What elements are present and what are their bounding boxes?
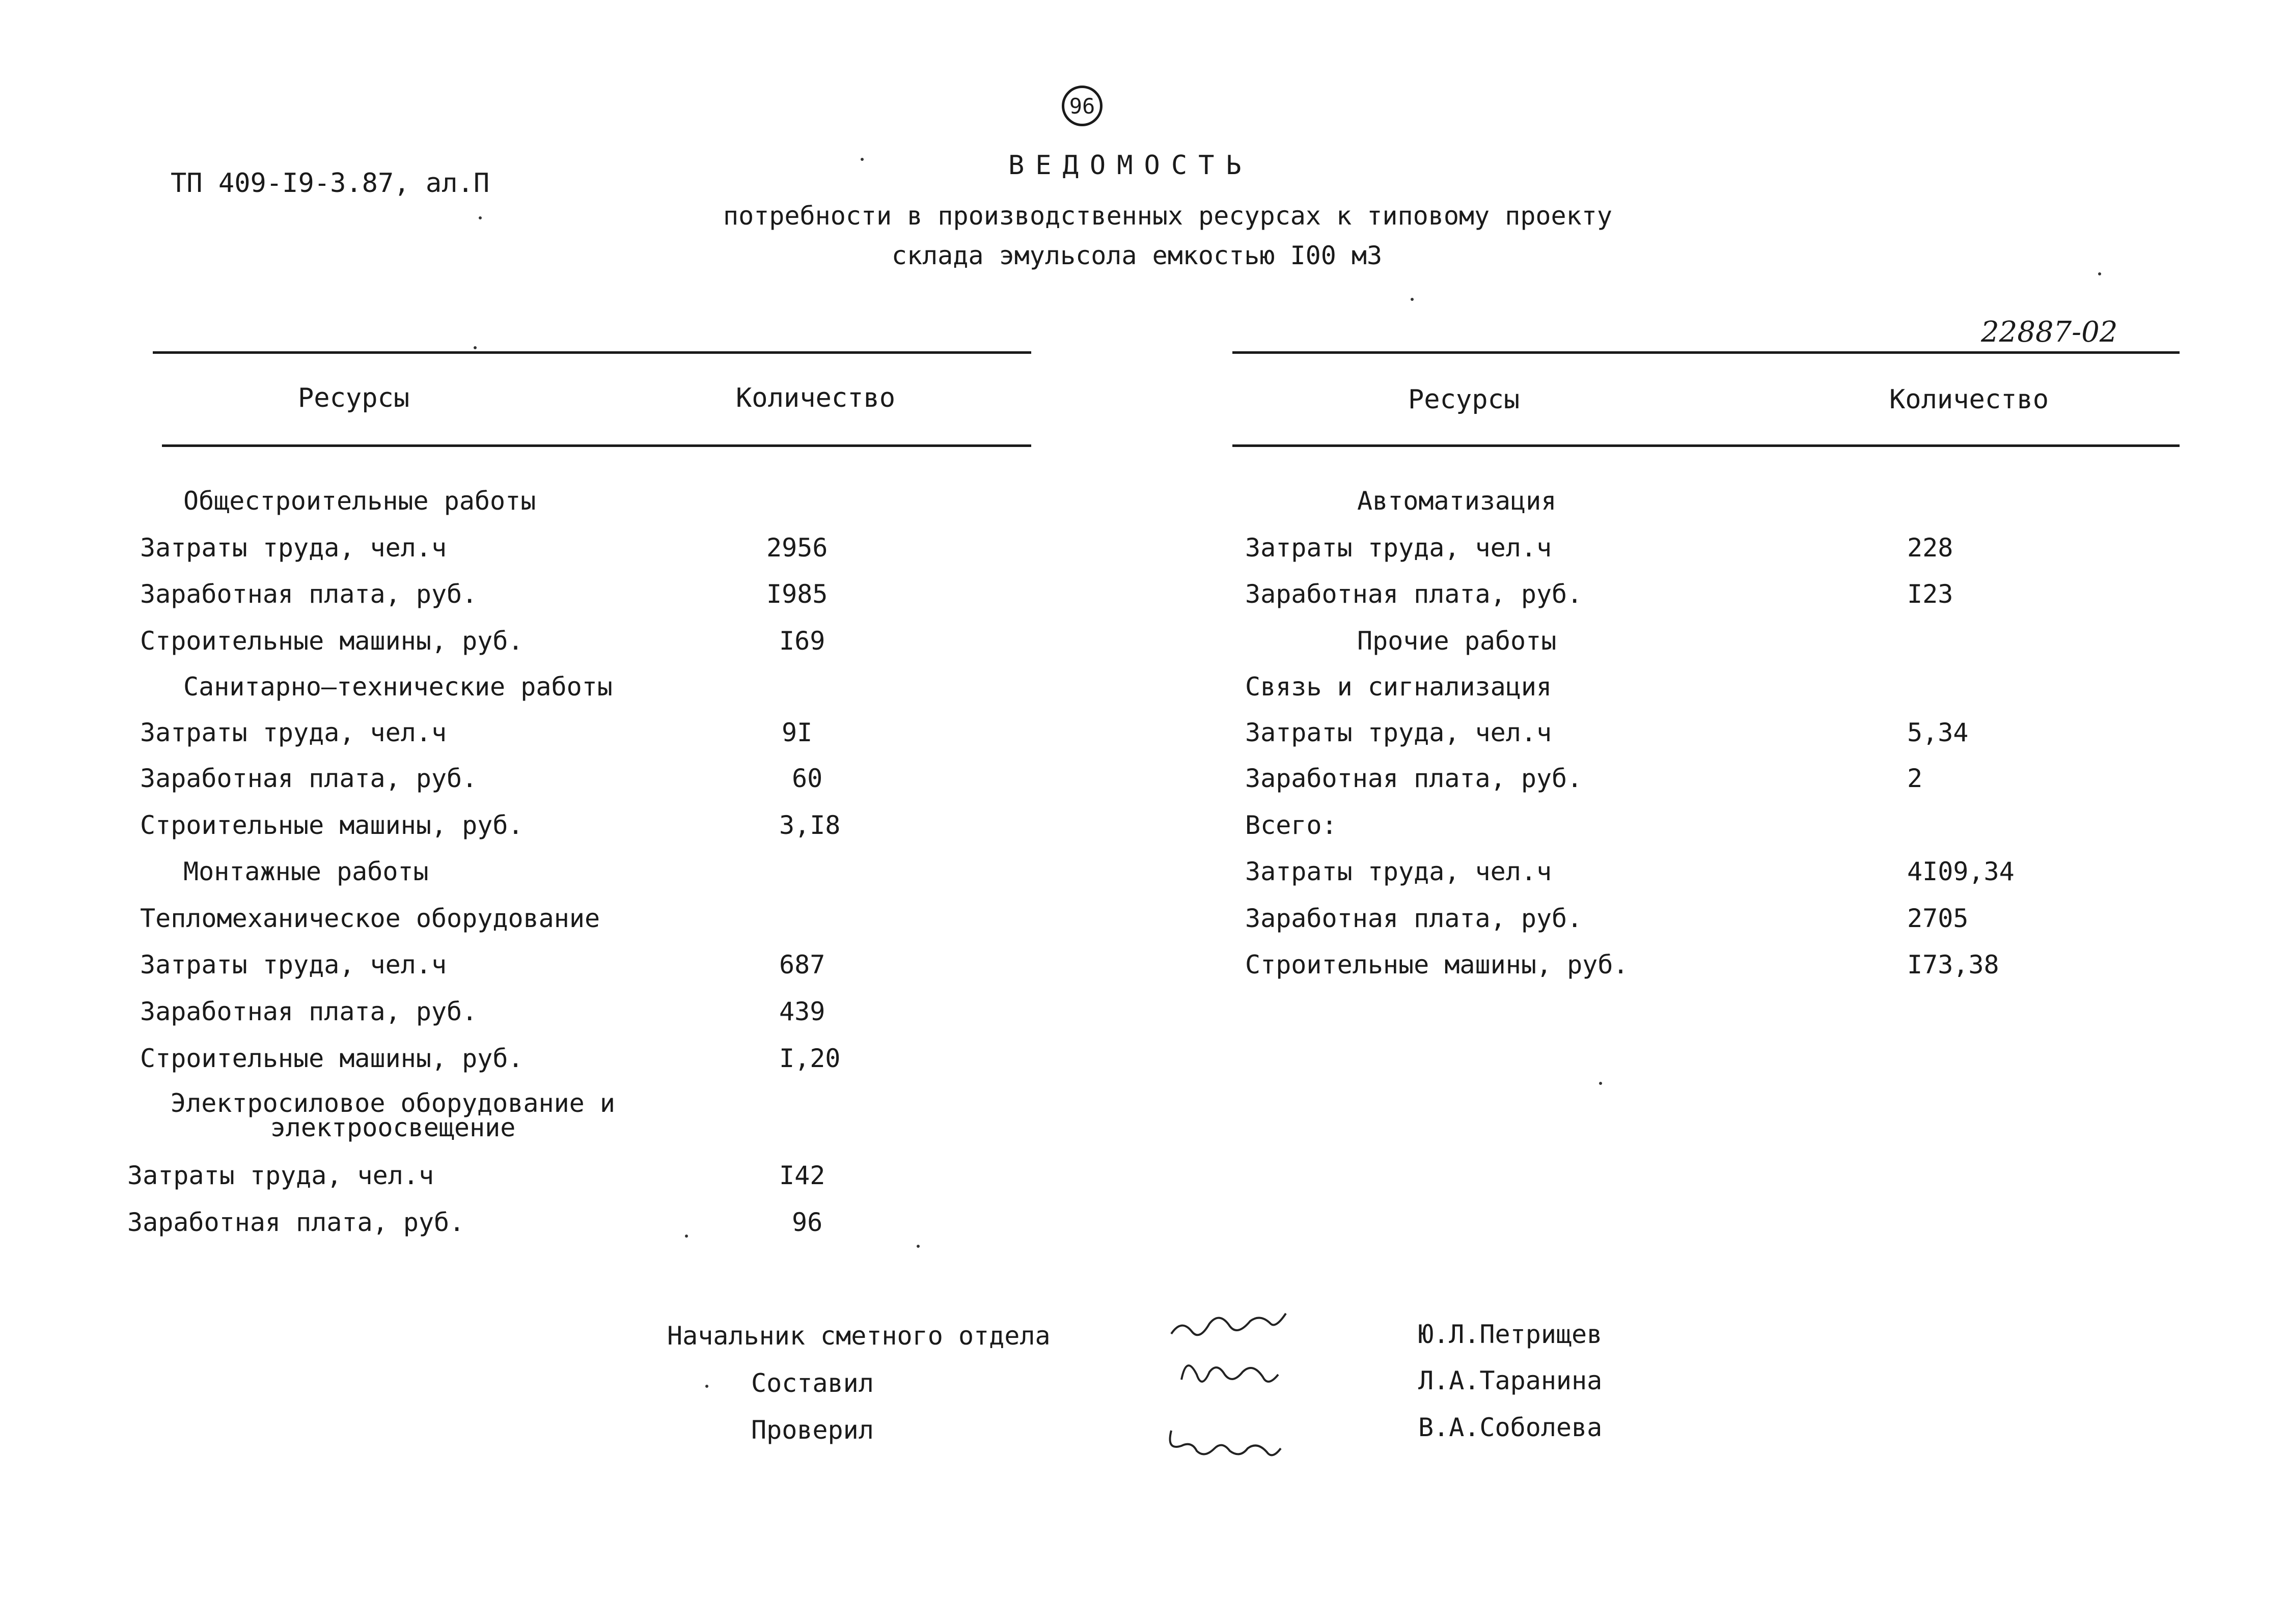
right-col-quantity-header: Количество	[1889, 384, 2049, 415]
left-row-value: 60	[792, 764, 823, 793]
right-row-label: Заработная плата, руб.	[1245, 764, 1583, 793]
right-row-label: Затраты труда, чел.ч	[1245, 718, 1552, 747]
left-row-value: 2956	[766, 533, 828, 563]
signature-name-compiled: Л.А.Таранина	[1418, 1366, 1603, 1395]
left-subsection-thermal: Тепломеханическое оборудование	[140, 904, 600, 933]
left-row-label: Строительные машины, руб.	[140, 626, 524, 656]
right-row-label: Затраты труда, чел.ч	[1245, 857, 1552, 886]
left-row-value: I985	[766, 579, 828, 609]
left-row-label: Затраты труда, чел.ч	[140, 533, 447, 563]
right-row-value: 2705	[1907, 904, 1969, 933]
right-section-automation: Автоматизация	[1357, 486, 1557, 516]
page-number: 96	[1062, 86, 1103, 126]
scan-speck	[2098, 272, 2101, 275]
left-row-label: Заработная плата, руб.	[140, 579, 478, 609]
scan-speck	[1411, 298, 1414, 301]
right-row-value: 5,34	[1907, 718, 1969, 747]
right-subsection-comms: Связь и сигнализация	[1245, 672, 1552, 702]
left-row-label: Затраты труда, чел.ч	[127, 1161, 434, 1190]
left-row-value: 439	[779, 997, 825, 1026]
right-table-header-rule	[1232, 444, 2180, 447]
signature-role-compiled: Составил	[751, 1368, 874, 1398]
signature-name-checked: В.А.Соболева	[1418, 1413, 1603, 1442]
subtitle-line-1: потребности в производственных ресурсах к типовому проекту	[723, 201, 1612, 231]
archive-number: 22887-02	[1981, 316, 2118, 349]
right-row-value: 2	[1907, 764, 1923, 793]
subtitle-line-2: склада эмульсола емкостью I00 м3	[891, 241, 1383, 270]
right-row-label: Затраты труда, чел.ч	[1245, 533, 1552, 563]
document-subtitle	[723, 196, 1612, 275]
scan-speck	[861, 158, 864, 161]
left-row-value: I,20	[779, 1044, 841, 1073]
right-row-value: 228	[1907, 533, 1953, 563]
left-row-value: I42	[779, 1161, 825, 1190]
scan-speck	[479, 216, 482, 219]
right-row-value: 4I09,34	[1907, 857, 2015, 886]
signature-name-head: Ю.Л.Петрищев	[1418, 1320, 1603, 1349]
right-col-resource-header: Ресурсы	[1408, 384, 1520, 415]
left-col-resource-header: Ресурсы	[298, 383, 410, 413]
left-section-electrical-line-2: электроосвещение	[270, 1113, 516, 1142]
left-row-label: Заработная плата, руб.	[127, 1208, 465, 1237]
scan-speck	[1599, 1082, 1602, 1085]
left-table-header-rule	[162, 444, 1031, 447]
left-row-value: 9I	[782, 718, 813, 747]
right-row-value: I73,38	[1907, 950, 1999, 979]
left-row-label: Затраты труда, чел.ч	[140, 950, 447, 979]
left-section-installation: Монтажные работы	[183, 857, 429, 886]
scan-speck	[474, 346, 477, 349]
left-row-value: I69	[779, 626, 825, 656]
signature-role-checked: Проверил	[751, 1415, 874, 1445]
right-row-value: I23	[1907, 579, 1953, 609]
left-table-top-rule	[153, 351, 1031, 354]
left-section-general: Общестроительные работы	[183, 486, 536, 516]
document-code: ТП 409-I9-3.87, ал.П	[171, 168, 490, 199]
scan-speck	[917, 1245, 920, 1248]
left-section-sanitary: Санитарно–технические работы	[183, 672, 613, 702]
left-section-electrical	[171, 1088, 615, 1142]
right-total-heading: Всего:	[1245, 810, 1337, 840]
right-row-label: Строительные машины, руб.	[1245, 950, 1629, 979]
document-title: ВЕДОМОСТЬ	[1008, 150, 1253, 181]
signature-role-head: Начальник сметного отдела	[667, 1321, 1051, 1351]
left-row-label: Заработная плата, руб.	[140, 997, 478, 1026]
left-row-label: Строительные машины, руб.	[140, 810, 524, 840]
right-table-top-rule	[1232, 351, 2180, 354]
left-row-label: Строительные машины, руб.	[140, 1044, 524, 1073]
left-row-value: 3,I8	[779, 810, 841, 840]
right-row-label: Заработная плата, руб.	[1245, 904, 1583, 933]
right-section-other: Прочие работы	[1357, 626, 1557, 656]
handwritten-signatures	[1156, 1293, 1370, 1476]
scan-speck	[705, 1385, 708, 1388]
left-row-label: Затраты труда, чел.ч	[140, 718, 447, 747]
left-row-value: 96	[792, 1208, 823, 1237]
left-row-label: Заработная плата, руб.	[140, 764, 478, 793]
left-col-quantity-header: Количество	[736, 383, 896, 413]
right-row-label: Заработная плата, руб.	[1245, 579, 1583, 609]
left-row-value: 687	[779, 950, 825, 979]
left-section-electrical-line-1: Электросиловое оборудование и	[171, 1088, 615, 1118]
scan-speck	[685, 1235, 688, 1238]
